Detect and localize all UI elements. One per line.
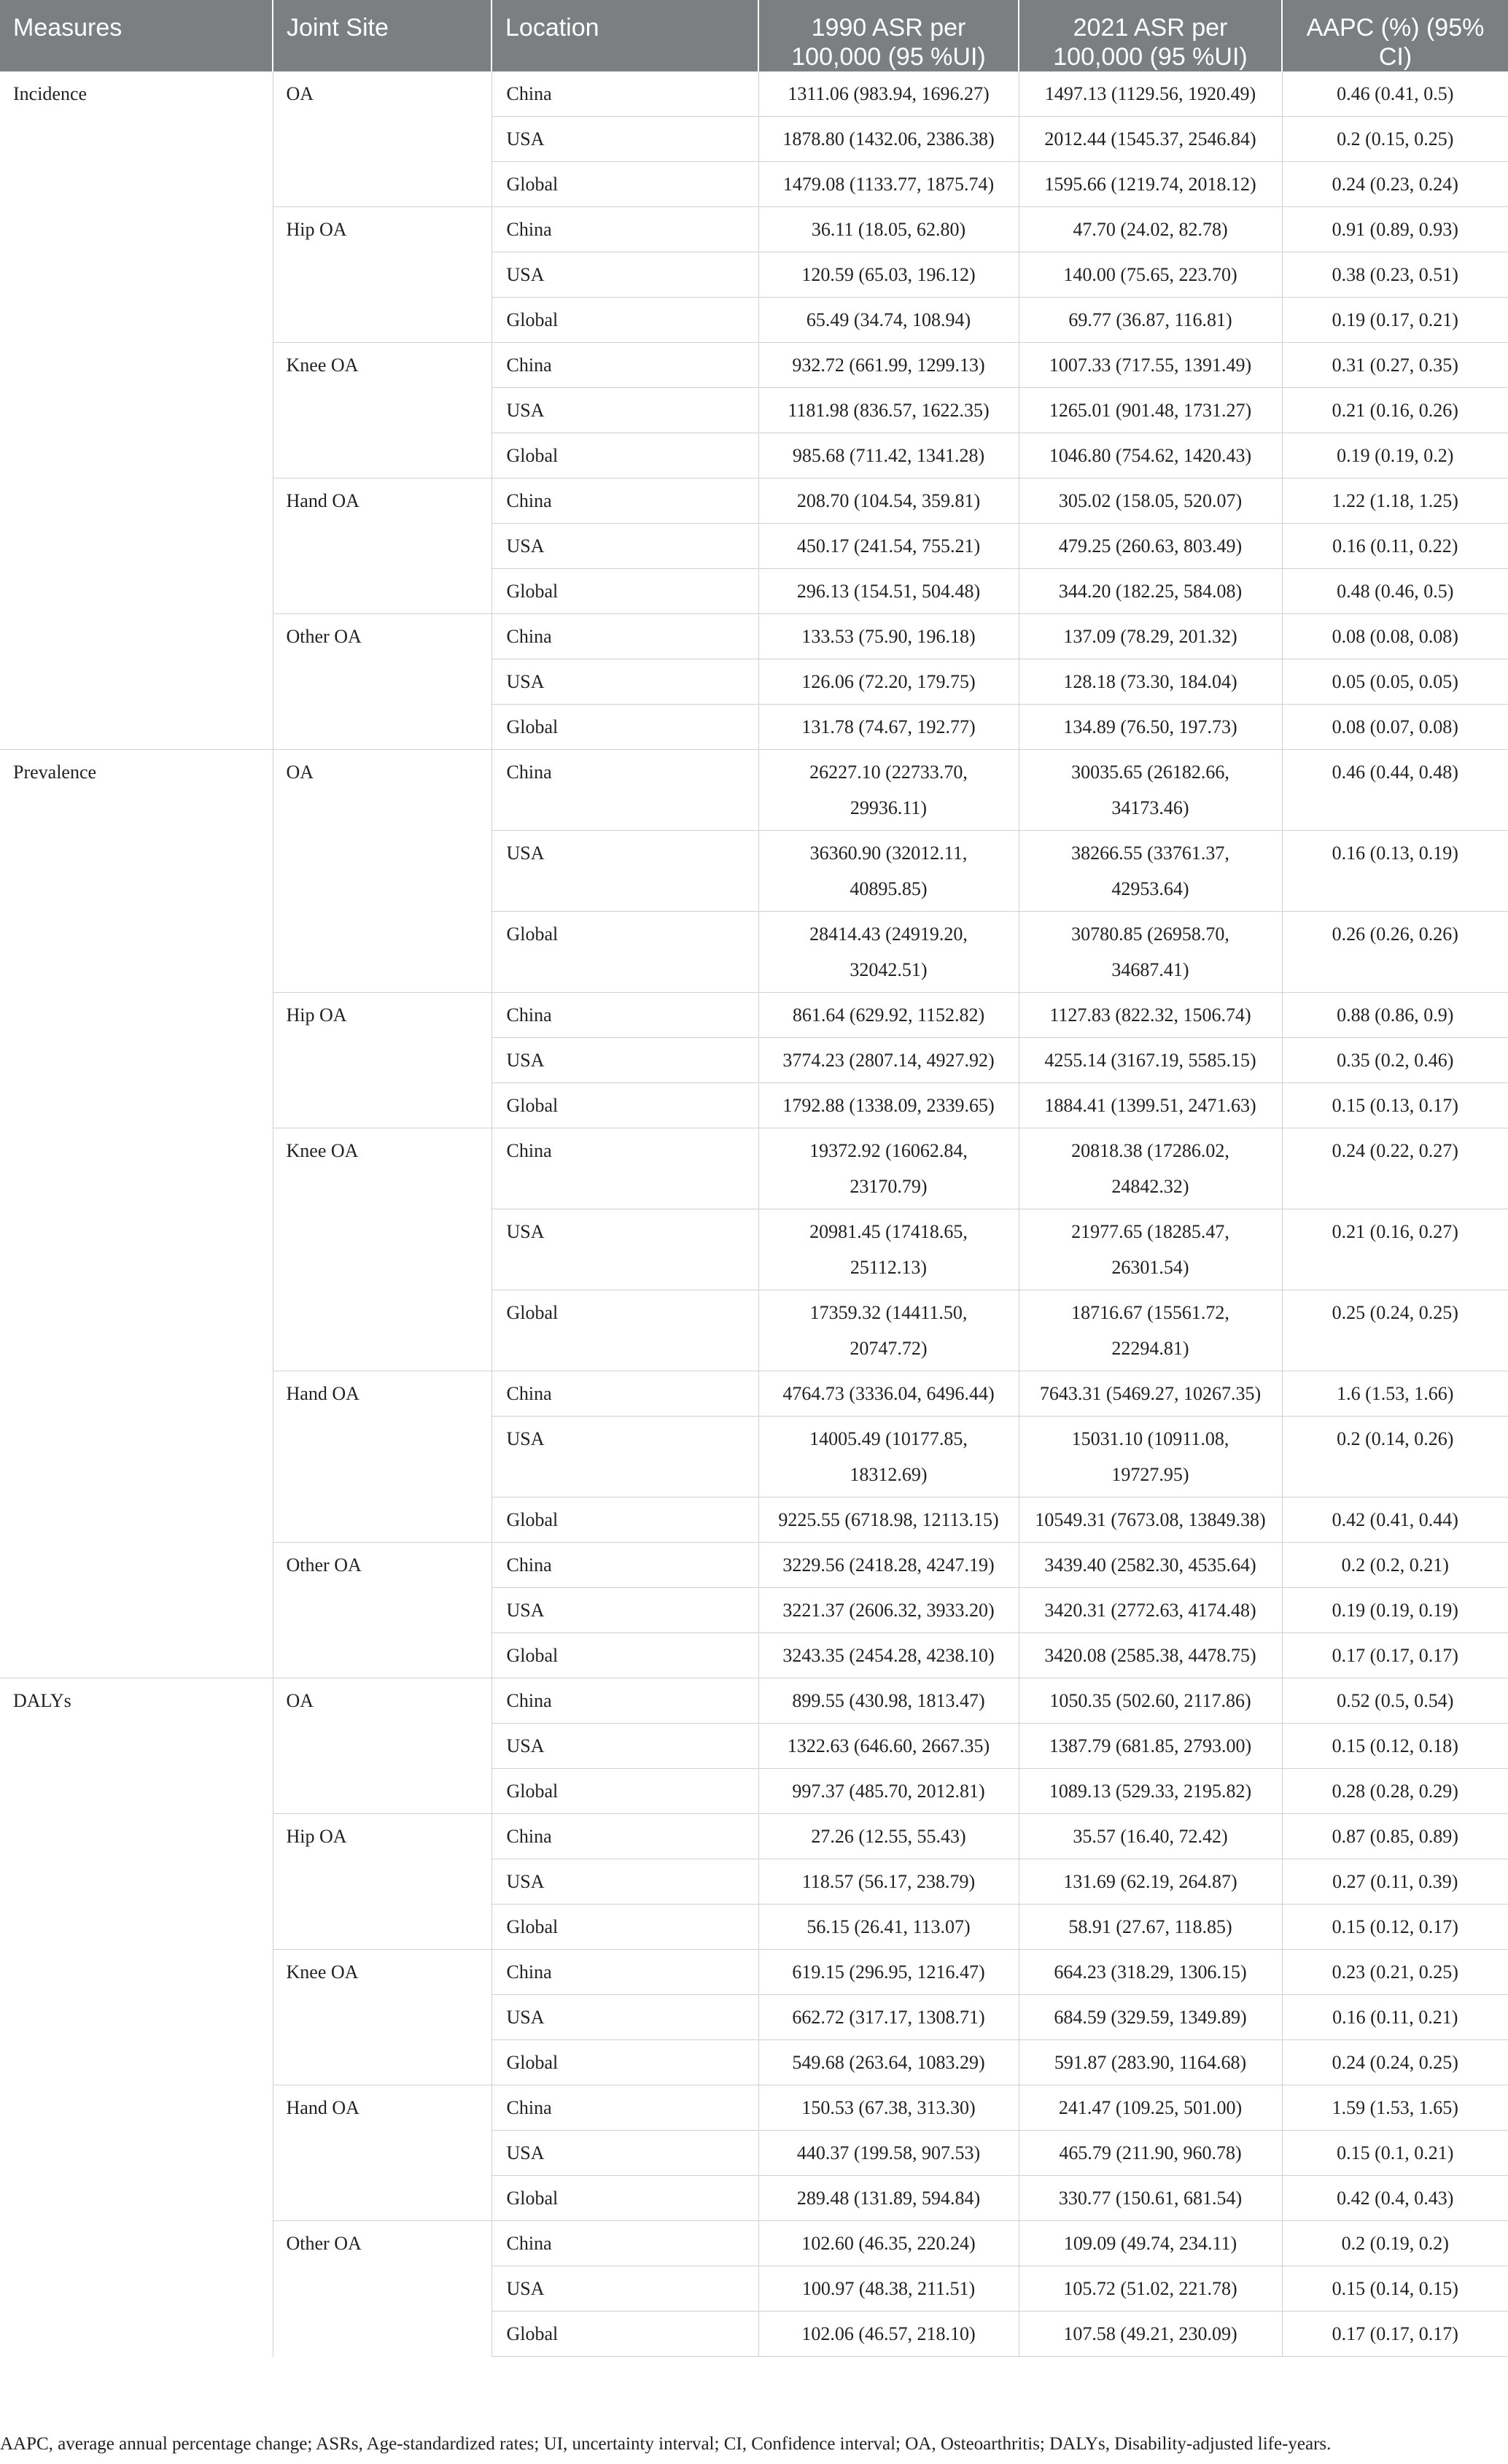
aapc-cell: 0.15 (0.12, 0.18) <box>1282 1724 1508 1769</box>
table-row <box>0 71 1508 117</box>
aapc-cell: 0.05 (0.05, 0.05) <box>1282 659 1508 705</box>
header-row <box>0 0 1508 71</box>
asr-2021-cell: 241.47 (109.25, 501.00) <box>1019 2085 1282 2131</box>
aapc-cell: 0.2 (0.19, 0.2) <box>1282 2221 1508 2266</box>
asr-1990-cell: 985.68 (711.42, 1341.28) <box>758 433 1019 479</box>
joint-site-cell: Knee OA <box>273 343 491 479</box>
joint-site-cell: Other OA <box>273 614 491 750</box>
location-cell: Global <box>491 433 758 479</box>
joint-site-cell: OA <box>273 1678 491 1814</box>
asr-2021-cell: 69.77 (36.87, 116.81) <box>1019 298 1282 343</box>
joint-site-cell: Hip OA <box>273 993 491 1128</box>
joint-site-cell: Hand OA <box>273 1371 491 1543</box>
asr-2021-cell: 20818.38 (17286.02, 24842.32) <box>1019 1128 1282 1209</box>
asr-2021-cell: 1007.33 (717.55, 1391.49) <box>1019 343 1282 388</box>
header-2021-asr: 2021 ASR per 100,000 (95 %UI) <box>1019 0 1282 71</box>
aapc-cell: 0.21 (0.16, 0.27) <box>1282 1209 1508 1290</box>
location-cell: China <box>491 993 758 1038</box>
joint-site-cell: OA <box>273 750 491 993</box>
aapc-cell: 0.17 (0.17, 0.17) <box>1282 1633 1508 1678</box>
joint-site-cell: Hand OA <box>273 2085 491 2221</box>
asr-1990-cell: 56.15 (26.41, 113.07) <box>758 1905 1019 1950</box>
location-cell: Global <box>491 1083 758 1128</box>
asr-2021-cell: 1089.13 (529.33, 2195.82) <box>1019 1769 1282 1814</box>
location-cell: USA <box>491 117 758 162</box>
asr-1990-cell: 102.06 (46.57, 218.10) <box>758 2312 1019 2357</box>
asr-1990-cell: 36360.90 (32012.11, 40895.85) <box>758 831 1019 912</box>
aapc-cell: 0.15 (0.14, 0.15) <box>1282 2266 1508 2312</box>
asr-2021-cell: 1265.01 (901.48, 1731.27) <box>1019 388 1282 433</box>
asr-1990-cell: 3229.56 (2418.28, 4247.19) <box>758 1543 1019 1588</box>
asr-2021-cell: 1050.35 (502.60, 2117.86) <box>1019 1678 1282 1724</box>
location-cell: China <box>506 83 552 104</box>
asr-2021-cell: 10549.31 (7673.08, 13849.38) <box>1019 1498 1282 1543</box>
asr-2021-cell: 2012.44 (1545.37, 2546.84) <box>1019 117 1282 162</box>
location-cell: USA <box>491 388 758 433</box>
asr-1990-cell: 861.64 (629.92, 1152.82) <box>758 993 1019 1038</box>
asr-2021-cell: 140.00 (75.65, 223.70) <box>1019 252 1282 298</box>
joint-site-cell: OA <box>273 71 491 207</box>
asr-2021-cell: 137.09 (78.29, 201.32) <box>1019 614 1282 659</box>
asr-1990-cell: 9225.55 (6718.98, 12113.15) <box>758 1498 1019 1543</box>
joint-site-cell: Hip OA <box>273 1814 491 1950</box>
asr-2021-cell: 4255.14 (3167.19, 5585.15) <box>1019 1038 1282 1083</box>
aapc-cell: 0.24 (0.23, 0.24) <box>1282 162 1508 207</box>
location-cell: China <box>491 207 758 252</box>
asr-1990-cell: 133.53 (75.90, 196.18) <box>758 614 1019 659</box>
asr-1990-cell: 662.72 (317.17, 1308.71) <box>758 1995 1019 2040</box>
asr-1990-cell: 3243.35 (2454.28, 4238.10) <box>758 1633 1019 1678</box>
location-cell: Global <box>491 912 758 993</box>
location-cell: China <box>491 1371 758 1417</box>
location-cell: USA <box>491 1588 758 1633</box>
asr-2021-cell: 3439.40 (2582.30, 4535.64) <box>1019 1543 1282 1588</box>
aapc-cell: 0.52 (0.5, 0.54) <box>1282 1678 1508 1724</box>
aapc-cell: 0.24 (0.24, 0.25) <box>1282 2040 1508 2085</box>
location-cell: Global <box>491 1633 758 1678</box>
asr-2021-cell: 30780.85 (26958.70, 34687.41) <box>1019 912 1282 993</box>
aapc-cell: 1.59 (1.53, 1.65) <box>1282 2085 1508 2131</box>
asr-1990-cell: 120.59 (65.03, 196.12) <box>758 252 1019 298</box>
asr-1990-cell: 296.13 (154.51, 504.48) <box>758 569 1019 614</box>
aapc-cell: 0.87 (0.85, 0.89) <box>1282 1814 1508 1859</box>
location-cell: China <box>491 479 758 524</box>
asr-1990-cell: 1322.63 (646.60, 2667.35) <box>758 1724 1019 1769</box>
location-cell: China <box>491 1814 758 1859</box>
measure-cell: DALYs <box>0 1678 273 2357</box>
aapc-cell: 0.2 (0.15, 0.25) <box>1282 117 1508 162</box>
header-location: Location <box>491 0 758 71</box>
asr-2021-cell: 30035.65 (26182.66, 34173.46) <box>1019 750 1282 831</box>
aapc-cell: 0.15 (0.12, 0.17) <box>1282 1905 1508 1950</box>
asr-1990-cell: 65.49 (34.74, 108.94) <box>758 298 1019 343</box>
location-cell: China <box>491 1678 758 1724</box>
location-cell: China <box>491 750 758 831</box>
asr-1990-cell: 932.72 (661.99, 1299.13) <box>758 343 1019 388</box>
location-cell: USA <box>491 524 758 569</box>
table-row <box>0 750 1508 831</box>
location-cell: China <box>491 1543 758 1588</box>
asr-1990-cell: 619.15 (296.95, 1216.47) <box>758 1950 1019 1995</box>
asr-1990-cell: 1479.08 (1133.77, 1875.74) <box>758 162 1019 207</box>
asr-1990-cell: 102.60 (46.35, 220.24) <box>758 2221 1019 2266</box>
asr-2021-cell: 35.57 (16.40, 72.42) <box>1019 1814 1282 1859</box>
aapc-cell: 0.42 (0.41, 0.44) <box>1282 1498 1508 1543</box>
asr-1990-cell: 20981.45 (17418.65, 25112.13) <box>758 1209 1019 1290</box>
asr-2021-cell: 1595.66 (1219.74, 2018.12) <box>1019 162 1282 207</box>
asr-1990-cell: 1878.80 (1432.06, 2386.38) <box>758 117 1019 162</box>
table-footnote: AAPC, average annual percentage change; ASRs, Age-standardized rates; UI, uncertainty interval; CI, Confidence interval; OA, Osteoarthritis; DALYs, Disability-adjusted life-years. <box>0 2434 1332 2454</box>
asr-2021-cell: 58.91 (27.67, 118.85) <box>1019 1905 1282 1950</box>
aapc-cell: 0.46 (0.41, 0.5) <box>1282 71 1508 117</box>
asr-1990-cell: 26227.10 (22733.70, 29936.11) <box>758 750 1019 831</box>
asr-2021-cell: 3420.08 (2585.38, 4478.75) <box>1019 1633 1282 1678</box>
aapc-cell: 0.38 (0.23, 0.51) <box>1282 252 1508 298</box>
location-cell: Global <box>491 569 758 614</box>
aapc-cell: 0.46 (0.44, 0.48) <box>1282 750 1508 831</box>
joint-site-cell: Other OA <box>273 2221 491 2357</box>
asr-1990-cell: 1181.98 (836.57, 1622.35) <box>758 388 1019 433</box>
asr-1990-cell: 1311.06 (983.94, 1696.27) <box>758 71 1019 117</box>
aapc-cell: 0.2 (0.2, 0.21) <box>1282 1543 1508 1588</box>
aapc-cell: 0.91 (0.89, 0.93) <box>1282 207 1508 252</box>
location-cell: Global <box>491 2176 758 2221</box>
asr-2021-cell: 465.79 (211.90, 960.78) <box>1019 2131 1282 2176</box>
asr-1990-cell: 17359.32 (14411.50, 20747.72) <box>758 1290 1019 1371</box>
location-cell: China <box>491 1950 758 1995</box>
location-cell: Global <box>491 298 758 343</box>
asr-2021-cell: 128.18 (73.30, 184.04) <box>1019 659 1282 705</box>
asr-2021-cell: 305.02 (158.05, 520.07) <box>1019 479 1282 524</box>
aapc-cell: 0.88 (0.86, 0.9) <box>1282 993 1508 1038</box>
asr-1990-cell: 4764.73 (3336.04, 6496.44) <box>758 1371 1019 1417</box>
location-cell: Global <box>491 1769 758 1814</box>
location-cell: China <box>491 614 758 659</box>
asr-2021-cell: 105.72 (51.02, 221.78) <box>1019 2266 1282 2312</box>
aapc-cell: 0.48 (0.46, 0.5) <box>1282 569 1508 614</box>
asr-2021-cell: 684.59 (329.59, 1349.89) <box>1019 1995 1282 2040</box>
aapc-cell: 0.19 (0.19, 0.2) <box>1282 433 1508 479</box>
asr-1990-cell: 100.97 (48.38, 211.51) <box>758 2266 1019 2312</box>
location-cell: USA <box>491 1859 758 1905</box>
aapc-cell: 0.16 (0.11, 0.21) <box>1282 1995 1508 2040</box>
asr-2021-cell: 134.89 (76.50, 197.73) <box>1019 705 1282 750</box>
aapc-cell: 0.26 (0.26, 0.26) <box>1282 912 1508 993</box>
asr-2021-cell: 1497.13 (1129.56, 1920.49) <box>1019 71 1282 117</box>
location-cell: USA <box>491 1209 758 1290</box>
header-1990-asr: 1990 ASR per 100,000 (95 %UI) <box>758 0 1019 71</box>
aapc-cell: 0.35 (0.2, 0.46) <box>1282 1038 1508 1083</box>
asr-2021-cell: 1884.41 (1399.51, 2471.63) <box>1019 1083 1282 1128</box>
asr-1990-cell: 131.78 (74.67, 192.77) <box>758 705 1019 750</box>
location-cell: USA <box>491 659 758 705</box>
asr-1990-cell: 549.68 (263.64, 1083.29) <box>758 2040 1019 2085</box>
location-cell: USA <box>491 2131 758 2176</box>
aapc-cell: 0.17 (0.17, 0.17) <box>1282 2312 1508 2357</box>
location-cell: China <box>491 343 758 388</box>
asr-2021-cell: 1387.79 (681.85, 2793.00) <box>1019 1724 1282 1769</box>
asr-1990-cell: 118.57 (56.17, 238.79) <box>758 1859 1019 1905</box>
asr-2021-cell: 479.25 (260.63, 803.49) <box>1019 524 1282 569</box>
asr-1990-cell: 208.70 (104.54, 359.81) <box>758 479 1019 524</box>
asr-2021-cell: 1046.80 (754.62, 1420.43) <box>1019 433 1282 479</box>
aapc-cell: 0.31 (0.27, 0.35) <box>1282 343 1508 388</box>
aapc-cell: 0.08 (0.07, 0.08) <box>1282 705 1508 750</box>
joint-site-cell: Hip OA <box>273 207 491 343</box>
asr-1990-cell: 440.37 (199.58, 907.53) <box>758 2131 1019 2176</box>
location-cell: Global <box>491 1290 758 1371</box>
aapc-cell: 0.21 (0.16, 0.26) <box>1282 388 1508 433</box>
location-cell: Global <box>491 1905 758 1950</box>
aapc-cell: 0.15 (0.13, 0.17) <box>1282 1083 1508 1128</box>
asr-2021-cell: 38266.55 (33761.37, 42953.64) <box>1019 831 1282 912</box>
joint-site-cell: Hand OA <box>273 479 491 614</box>
header-measures: Measures <box>0 0 273 71</box>
aapc-cell: 0.19 (0.17, 0.21) <box>1282 298 1508 343</box>
aapc-cell: 0.19 (0.19, 0.19) <box>1282 1588 1508 1633</box>
asr-1990-cell: 36.11 (18.05, 62.80) <box>758 207 1019 252</box>
asr-1990-cell: 126.06 (72.20, 179.75) <box>758 659 1019 705</box>
asr-1990-cell: 1792.88 (1338.09, 2339.65) <box>758 1083 1019 1128</box>
asr-2021-cell: 47.70 (24.02, 82.78) <box>1019 207 1282 252</box>
measure-cell: Incidence <box>0 71 273 750</box>
measure-cell: Prevalence <box>0 750 273 1678</box>
location-cell: USA <box>491 831 758 912</box>
location-cell: USA <box>491 1724 758 1769</box>
asr-2021-cell: 18716.67 (15561.72, 22294.81) <box>1019 1290 1282 1371</box>
table-body <box>0 71 1508 2357</box>
location-cell: Global <box>491 2040 758 2085</box>
aapc-cell: 0.28 (0.28, 0.29) <box>1282 1769 1508 1814</box>
asr-1990-cell: 899.55 (430.98, 1813.47) <box>758 1678 1019 1724</box>
asr-2021-cell: 21977.65 (18285.47, 26301.54) <box>1019 1209 1282 1290</box>
aapc-cell: 0.15 (0.1, 0.21) <box>1282 2131 1508 2176</box>
header-joint-site: Joint Site <box>273 0 491 71</box>
location-cell: Global <box>491 2312 758 2357</box>
asr-1990-cell: 289.48 (131.89, 594.84) <box>758 2176 1019 2221</box>
aapc-cell: 1.6 (1.53, 1.66) <box>1282 1371 1508 1417</box>
asr-1990-cell: 14005.49 (10177.85, 18312.69) <box>758 1417 1019 1498</box>
asr-2021-cell: 664.23 (318.29, 1306.15) <box>1019 1950 1282 1995</box>
joint-site-cell: Other OA <box>273 1543 491 1678</box>
aapc-cell: 0.42 (0.4, 0.43) <box>1282 2176 1508 2221</box>
asr-2021-cell: 15031.10 (10911.08, 19727.95) <box>1019 1417 1282 1498</box>
aapc-cell: 0.23 (0.21, 0.25) <box>1282 1950 1508 1995</box>
table-row <box>0 1678 1508 1724</box>
location-cell: Global <box>491 162 758 207</box>
asr-1990-cell: 997.37 (485.70, 2012.81) <box>758 1769 1019 1814</box>
asr-1990-cell: 3221.37 (2606.32, 3933.20) <box>758 1588 1019 1633</box>
asr-1990-cell: 150.53 (67.38, 313.30) <box>758 2085 1019 2131</box>
aapc-cell: 0.08 (0.08, 0.08) <box>1282 614 1508 659</box>
asr-2021-cell: 591.87 (283.90, 1164.68) <box>1019 2040 1282 2085</box>
location-cell: Global <box>491 705 758 750</box>
aapc-cell: 0.16 (0.13, 0.19) <box>1282 831 1508 912</box>
location-cell: Global <box>491 1498 758 1543</box>
asr-1990-cell: 19372.92 (16062.84, 23170.79) <box>758 1128 1019 1209</box>
asr-2021-cell: 107.58 (49.21, 230.09) <box>1019 2312 1282 2357</box>
location-cell: China <box>491 2221 758 2266</box>
asr-2021-cell: 3420.31 (2772.63, 4174.48) <box>1019 1588 1282 1633</box>
aapc-cell: 0.25 (0.24, 0.25) <box>1282 1290 1508 1371</box>
asr-1990-cell: 3774.23 (2807.14, 4927.92) <box>758 1038 1019 1083</box>
aapc-cell: 0.24 (0.22, 0.27) <box>1282 1128 1508 1209</box>
location-cell: China <box>491 2085 758 2131</box>
header-aapc: AAPC (%) (95% CI) <box>1282 0 1508 71</box>
table-header <box>0 0 1508 71</box>
joint-site-cell: Knee OA <box>273 1128 491 1371</box>
joint-site-cell: Knee OA <box>273 1950 491 2085</box>
location-cell: USA <box>491 1038 758 1083</box>
aapc-cell: 0.2 (0.14, 0.26) <box>1282 1417 1508 1498</box>
aapc-cell: 1.22 (1.18, 1.25) <box>1282 479 1508 524</box>
location-cell: USA <box>491 1417 758 1498</box>
asr-2021-cell: 109.09 (49.74, 234.11) <box>1019 2221 1282 2266</box>
asr-1990-cell: 28414.43 (24919.20, 32042.51) <box>758 912 1019 993</box>
location-cell: USA <box>491 1995 758 2040</box>
asr-2021-cell: 344.20 (182.25, 584.08) <box>1019 569 1282 614</box>
asr-2021-cell: 131.69 (62.19, 264.87) <box>1019 1859 1282 1905</box>
location-cell: USA <box>491 2266 758 2312</box>
asr-1990-cell: 450.17 (241.54, 755.21) <box>758 524 1019 569</box>
asr-2021-cell: 330.77 (150.61, 681.54) <box>1019 2176 1282 2221</box>
asr-2021-cell: 7643.31 (5469.27, 10267.35) <box>1019 1371 1282 1417</box>
aapc-cell: 0.16 (0.11, 0.22) <box>1282 524 1508 569</box>
asr-2021-cell: 1127.83 (822.32, 1506.74) <box>1019 993 1282 1038</box>
location-cell: USA <box>491 252 758 298</box>
location-cell: China <box>491 1128 758 1209</box>
aapc-cell: 0.27 (0.11, 0.39) <box>1282 1859 1508 1905</box>
asr-1990-cell: 27.26 (12.55, 55.43) <box>758 1814 1019 1859</box>
